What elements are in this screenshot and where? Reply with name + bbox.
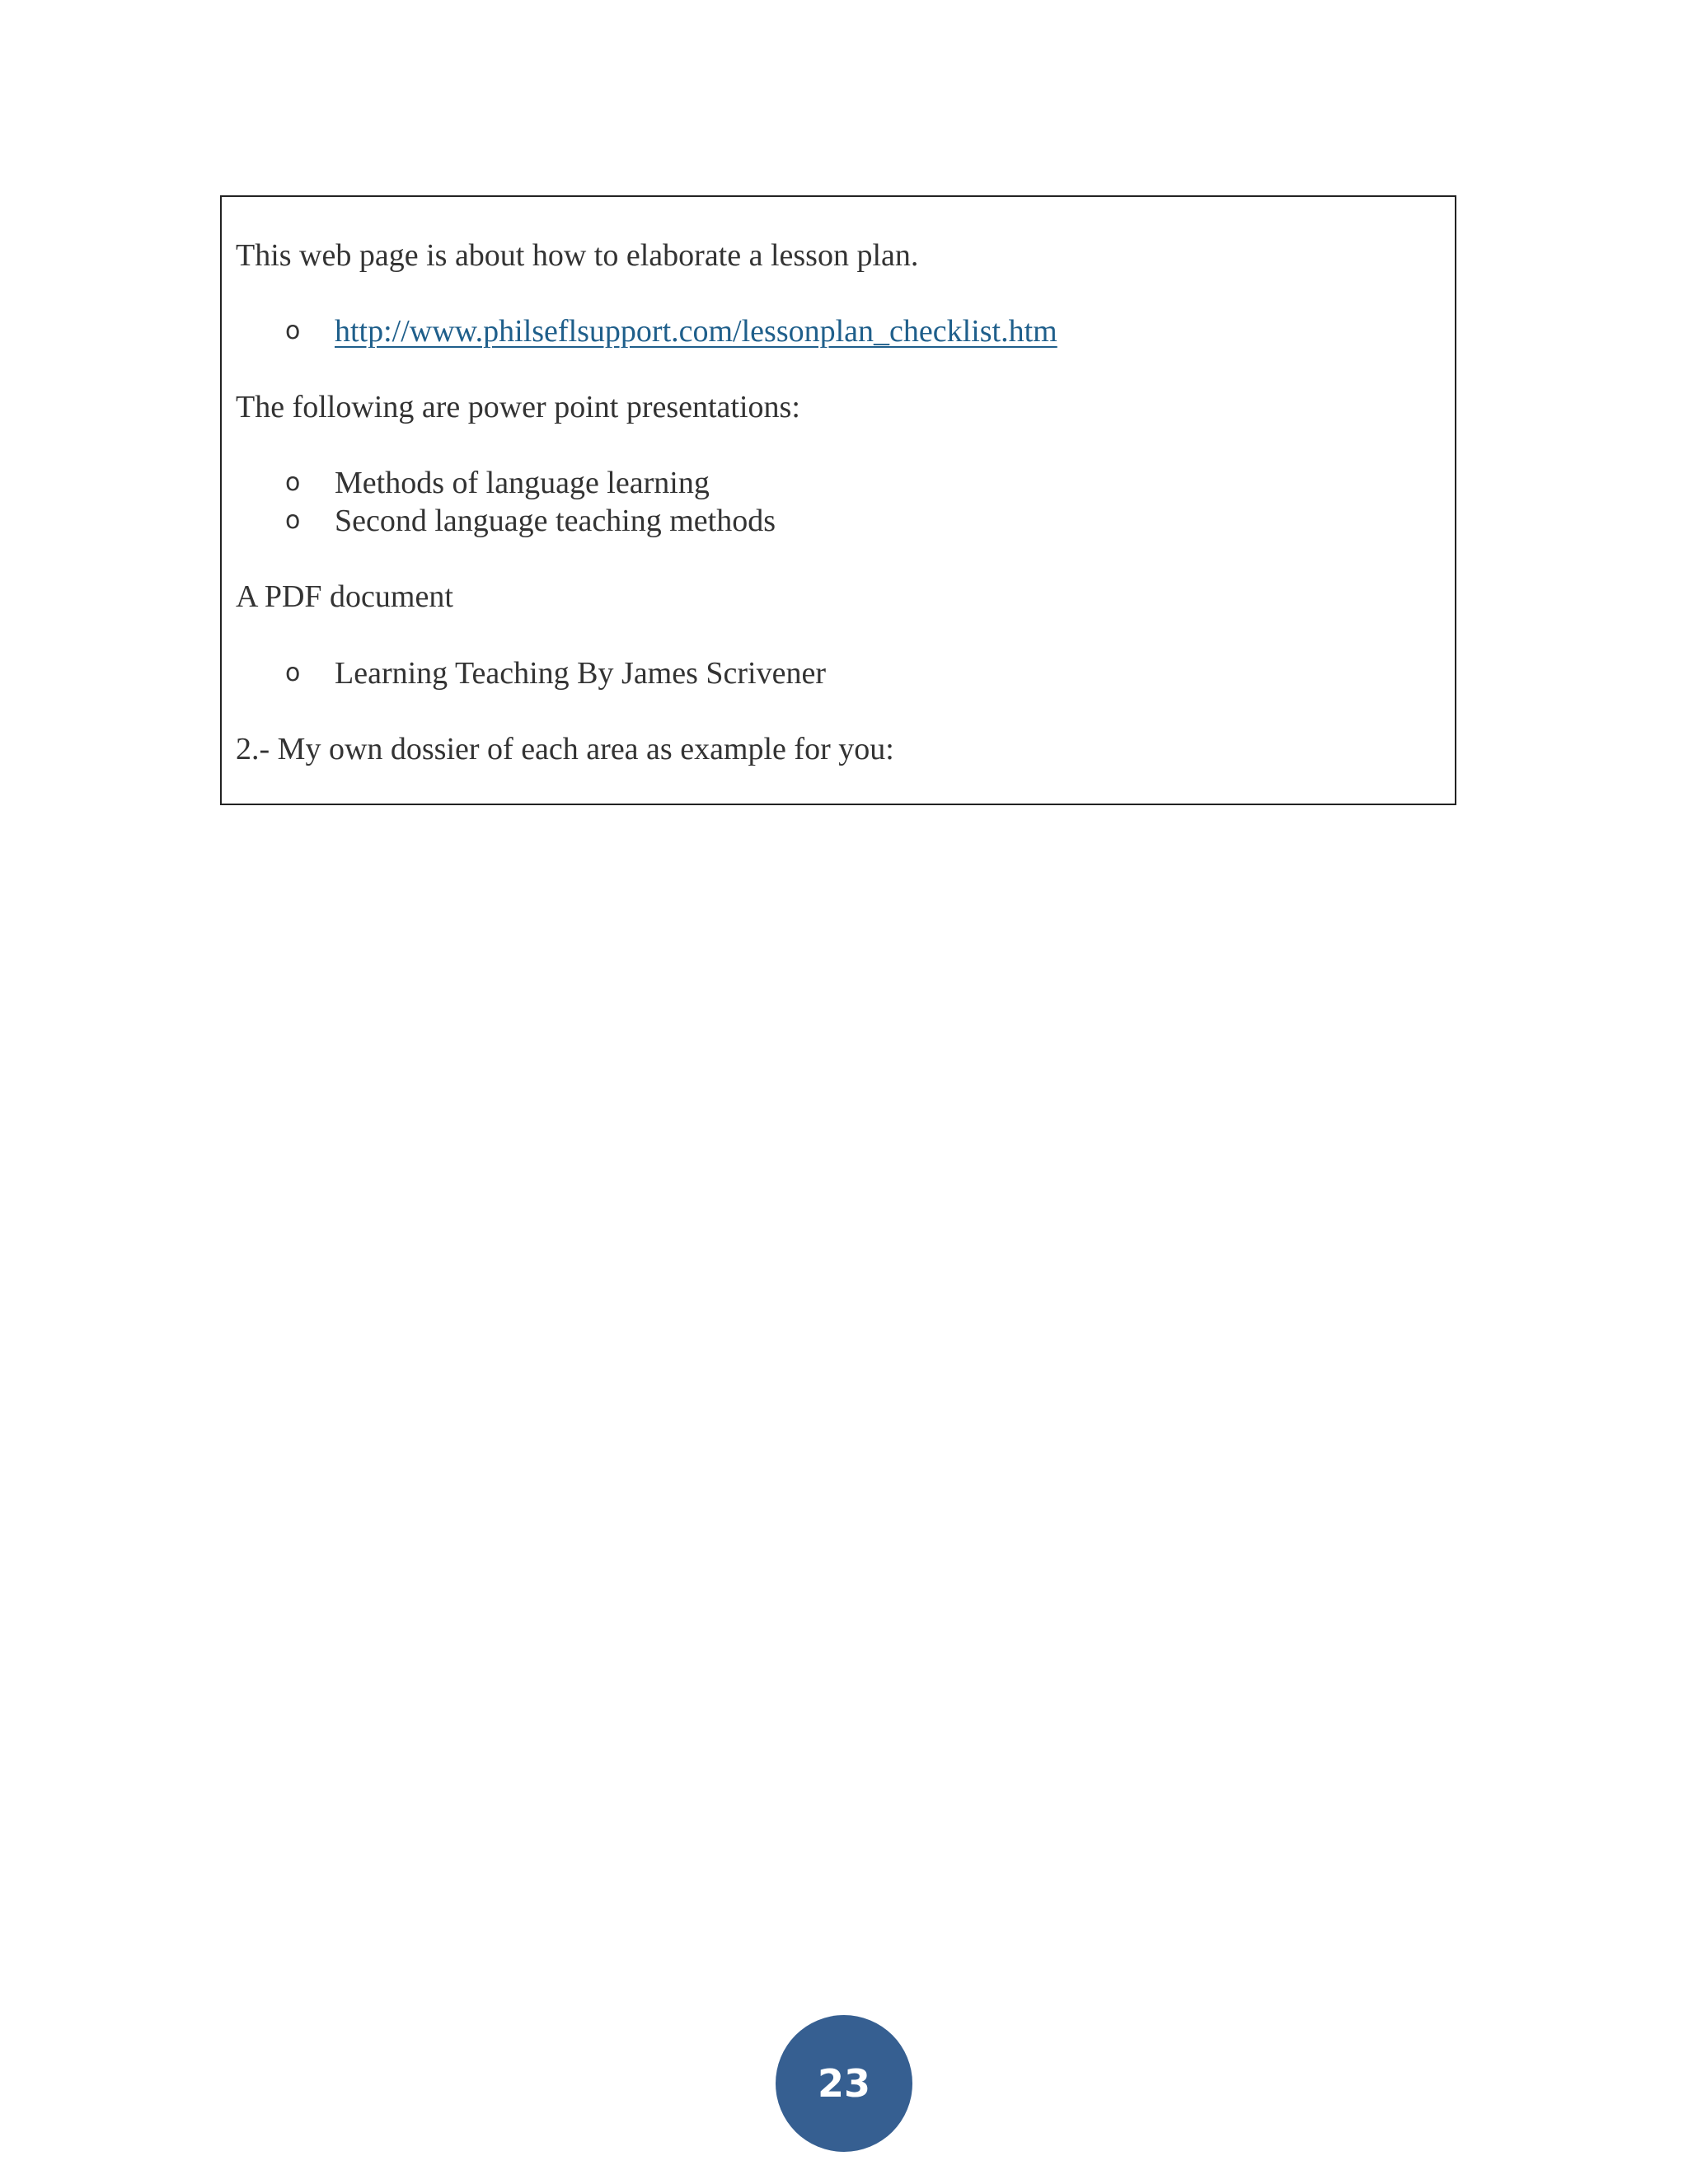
resources-box	[220, 195, 1456, 805]
closing-text: 2.- My own dossier of each area as example for you:	[236, 732, 894, 766]
hollow-bullet-icon: o	[285, 468, 301, 497]
hollow-bullet-icon: o	[285, 506, 301, 535]
intro-text: This web page is about how to elaborate a lesson plan.	[236, 238, 919, 273]
ppt-item-methods-language-learning: Methods of language learning	[335, 466, 710, 500]
hollow-bullet-icon: o	[285, 316, 301, 345]
ppt-heading: The following are power point presentations:	[236, 390, 800, 424]
ppt-item-second-language-methods: Second language teaching methods	[335, 504, 776, 538]
lesson-plan-link[interactable]: http://www.philseflsupport.com/lessonplan_checklist.htm	[335, 314, 1057, 349]
page-number-badge	[776, 2015, 912, 2152]
pdf-heading: A PDF document	[236, 579, 453, 614]
hollow-bullet-icon: o	[285, 658, 301, 687]
page-number: 23	[817, 2061, 870, 2106]
pdf-item-learning-teaching: Learning Teaching By James Scrivener	[335, 656, 826, 691]
